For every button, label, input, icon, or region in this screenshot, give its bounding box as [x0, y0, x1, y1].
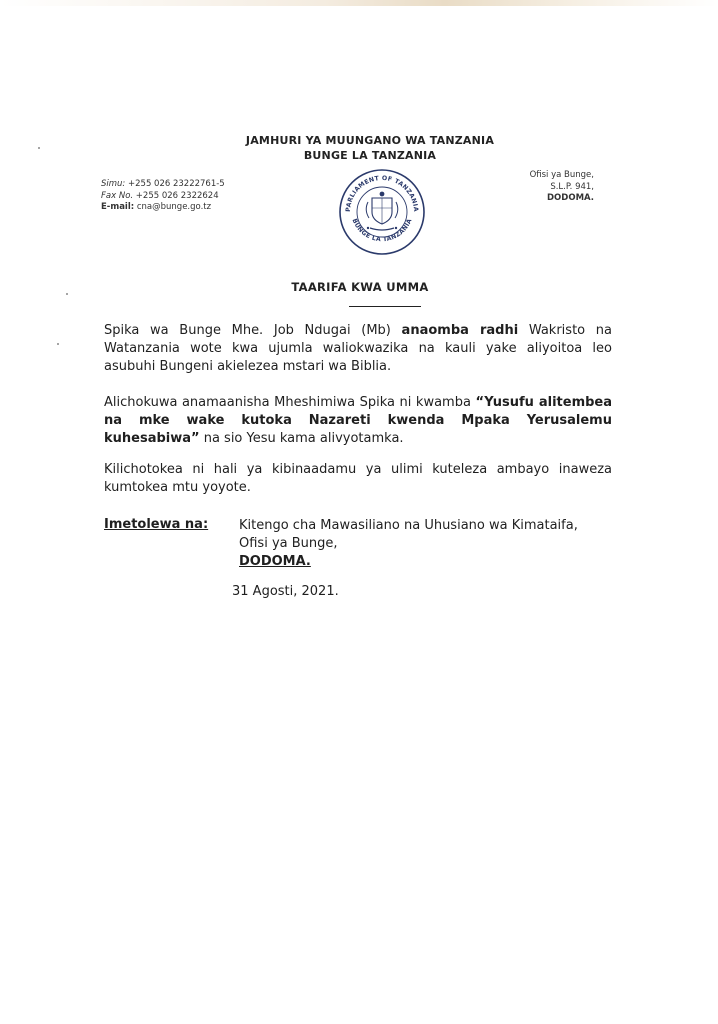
paragraph-1-text-b: Wakristo na Watanzania wote kwa ujumla waliokwazika na kauli yake aliyoitoa leo asubuhi Bungeni akielezea mstari wa Biblia. [104, 323, 612, 374]
letterhead-line-1: JAMHURI YA MUUNGANO WA TANZANIA [245, 134, 495, 147]
issued-by-unit: Kitengo cha Mawasiliano na Uhusiano wa Kimataifa, [239, 518, 578, 533]
paragraph-1-emphasis: anaomba radhi [401, 323, 519, 338]
address-line-1: Ofisi ya Bunge, [529, 170, 594, 180]
issued-by-office: Ofisi ya Bunge, [239, 536, 338, 551]
issued-by-details [239, 517, 578, 571]
scan-speck [66, 293, 68, 295]
phone-label: Simu: [101, 179, 126, 189]
issued-by-label: Imetolewa na: [104, 517, 209, 532]
office-address [480, 170, 594, 205]
paragraph-1-text-a: Spika wa Bunge Mhe. Job Ndugai (Mb) [104, 323, 402, 338]
paragraph-1 [104, 322, 612, 376]
seal-top-text: PARLIAMENT OF TANZANIA [344, 174, 420, 213]
scan-edge-tint [0, 0, 718, 6]
paragraph-2-emphasis: “Yusufu alitembea na mke wake kutoka Nazareti kwenda Mpaka Yerusalemu kuhesabiwa” [104, 395, 613, 446]
paragraph-2 [104, 394, 612, 448]
letterhead-line-2: BUNGE LA TANZANIA [303, 149, 437, 162]
address-city: DODOMA. [547, 193, 594, 203]
email-label: E-mail: [101, 202, 135, 212]
title-underline [349, 306, 421, 307]
address-line-2: S.L.P. 941, [550, 181, 594, 192]
seal-bottom-text: BUNGE LA TANZANIA [350, 217, 414, 244]
document-title: TAARIFA KWA UMMA [291, 280, 429, 294]
scan-speck [57, 343, 59, 345]
paragraph-3: Kilichotokea ni hali ya kibinaadamu ya ulimi kuteleza ambayo inaweza kumtokea mtu yoyote. [104, 462, 612, 495]
fax-label: Fax No. [101, 190, 134, 201]
issue-date: 31 Agosti, 2021. [232, 584, 339, 599]
issued-by-city: DODOMA. [239, 554, 311, 569]
email-line [101, 202, 225, 214]
phone-value: +255 026 23222761-5 [128, 179, 225, 189]
email-value: cna@bunge.go.tz [136, 202, 212, 212]
letterhead [0, 133, 718, 163]
parliament-seal-icon [338, 168, 426, 256]
paragraph-2-text-a: Alichokuwa anamaanisha Mheshimiwa Spika ni kwamba [104, 395, 476, 410]
contact-details [101, 179, 225, 214]
phone-line [101, 179, 225, 191]
scan-speck [38, 147, 40, 149]
fax-line [101, 191, 225, 203]
paragraph-2-text-b: na sio Yesu kama alivyotamka. [199, 431, 404, 446]
fax-value: +255 026 2322624 [135, 190, 219, 201]
